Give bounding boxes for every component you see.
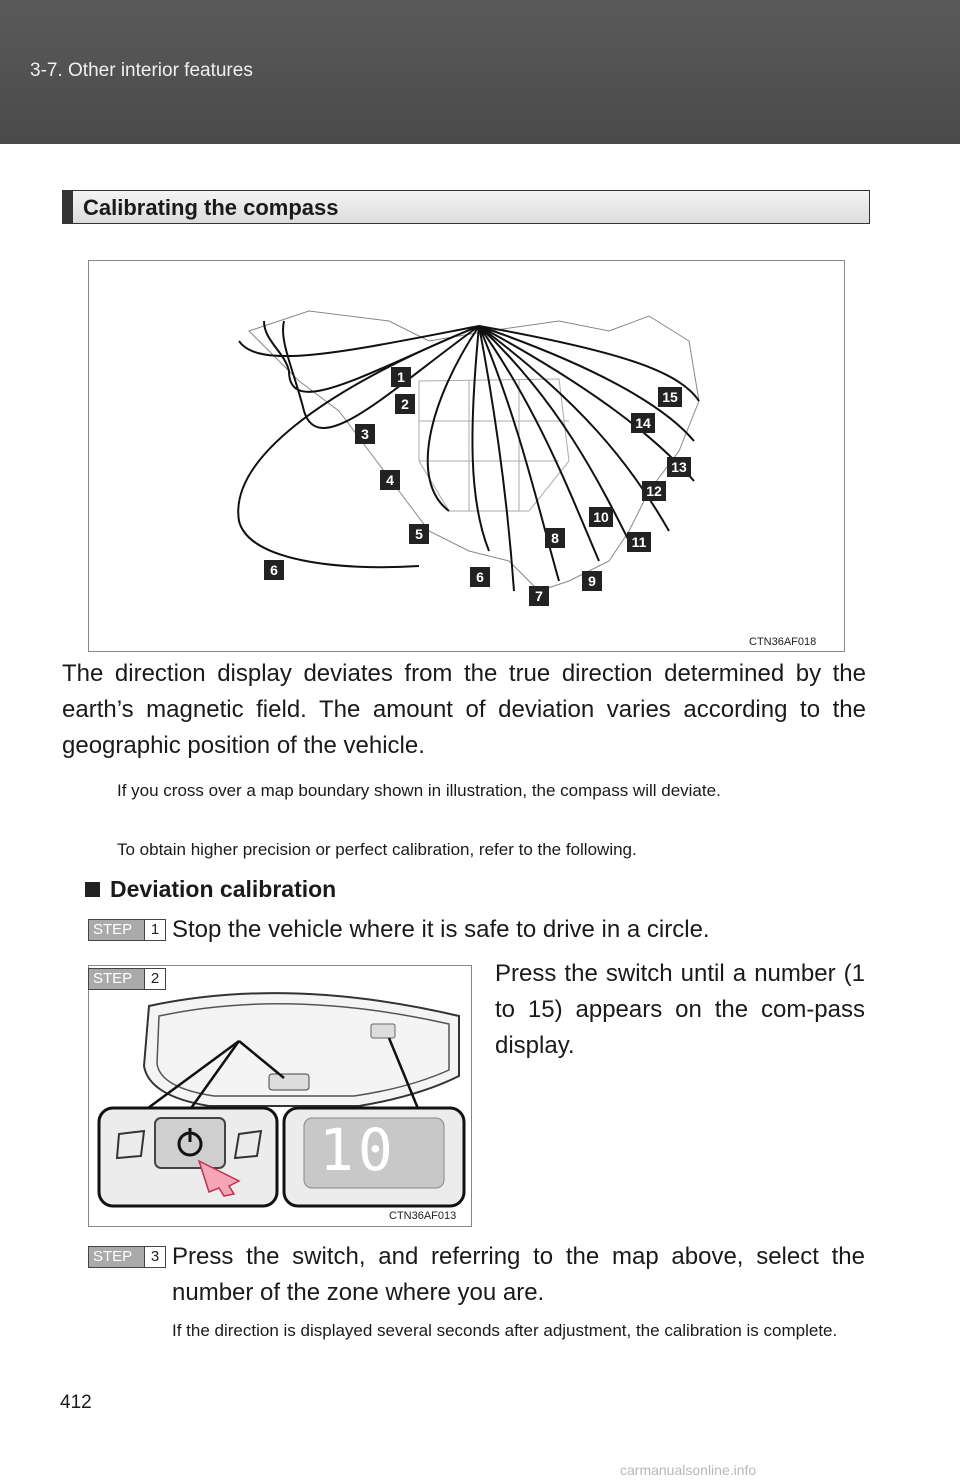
breadcrumb: 3-7. Other interior features — [30, 60, 253, 81]
zone-label: 14 — [631, 413, 655, 433]
zone-label: 6 — [470, 567, 490, 587]
zone-label: 10 — [589, 507, 613, 527]
zone-label: 15 — [658, 387, 682, 407]
zone-label: 5 — [409, 524, 429, 544]
zone-label: 12 — [642, 481, 666, 501]
zone-map-figure — [88, 260, 845, 652]
zone-label: 9 — [582, 571, 602, 591]
compass-display-value: 10 — [319, 1116, 397, 1184]
mirror-figure — [88, 965, 472, 1227]
step-2-text: Press the switch until a number (1 to 15) appears on the com-pass display. — [495, 960, 865, 1059]
step-3-note: If the direction is displayed several seconds after adjustment, the calibration is complete. — [172, 1321, 838, 1340]
section-bar — [62, 190, 870, 224]
zone-label: 2 — [395, 394, 415, 414]
section-title: Calibrating the compass — [83, 195, 339, 220]
header-band — [0, 0, 960, 144]
zone-label: 4 — [380, 470, 400, 490]
figure-code: CTN36AF018 — [749, 636, 817, 648]
note-precision: To obtain higher precision or perfect calibration, refer to the following. — [117, 840, 637, 859]
page-number: 412 — [60, 1392, 92, 1413]
zone-label: 11 — [627, 532, 651, 552]
step-3-text: Press the switch, and referring to the map above, select the number of the zone where you are. — [172, 1243, 865, 1306]
zone-map-illustration — [89, 261, 844, 651]
step-badge: STEP 1 — [88, 919, 166, 941]
square-bullet-icon — [85, 882, 100, 897]
zone-label: 8 — [545, 528, 565, 548]
step-1-text: Stop the vehicle where it is safe to drive in a circle. — [172, 916, 710, 943]
zone-label: 13 — [667, 457, 691, 477]
zone-label: 1 — [391, 367, 411, 387]
step-badge: STEP 2 — [88, 968, 166, 990]
zone-label: 6 — [264, 560, 284, 580]
step-badge: STEP 3 — [88, 1246, 166, 1268]
intro-paragraph: The direction display deviates from the true direction determined by the earth’s magnetic field. The amount of deviation varies according to the geographic position of the vehicle. — [62, 660, 866, 759]
watermark: carmanualsonline.info — [620, 1462, 757, 1478]
zone-label: 7 — [529, 586, 549, 606]
zone-label: 3 — [355, 424, 375, 444]
figure-code: CTN36AF013 — [389, 1210, 457, 1222]
subsection-heading: Deviation calibration — [85, 876, 336, 903]
rearview-mirror-illustration — [89, 966, 471, 1226]
note-boundary: If you cross over a map boundary shown in illustration, the compass will deviate. — [117, 781, 721, 800]
